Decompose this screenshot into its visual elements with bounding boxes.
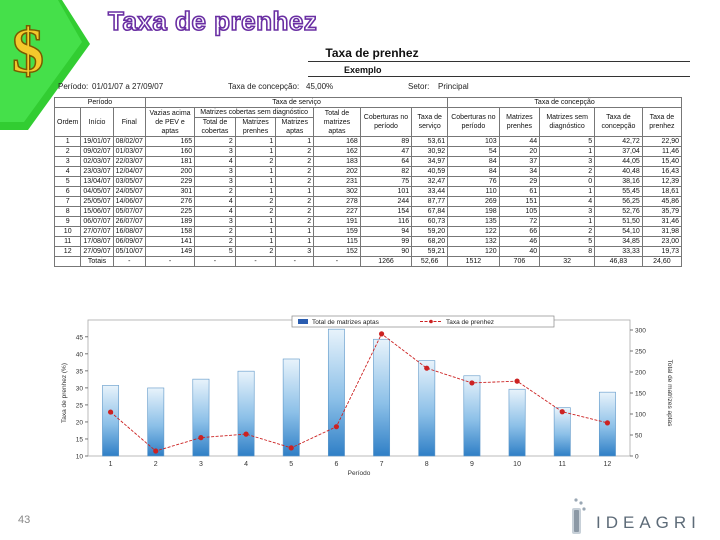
table-cell: 40 bbox=[499, 247, 540, 257]
table-cell: - bbox=[314, 257, 361, 267]
table-cell: 3 bbox=[540, 207, 595, 217]
x-tick-label: 12 bbox=[603, 461, 612, 468]
table-cell: 183 bbox=[314, 157, 361, 167]
table-cell: 31,46 bbox=[642, 217, 681, 227]
table-cell: 2 bbox=[55, 147, 81, 157]
slide-title: Taxa de prenhez bbox=[108, 6, 318, 36]
table-cell: 05/10/07 bbox=[113, 247, 145, 257]
chart bbox=[54, 44, 690, 484]
table-cell: 17/08/07 bbox=[81, 237, 113, 247]
report bbox=[54, 44, 690, 484]
table-cell: 02/03/07 bbox=[81, 157, 113, 167]
line-point bbox=[605, 420, 610, 425]
table-cell: 1512 bbox=[448, 257, 499, 267]
table-cell: 40,48 bbox=[595, 167, 643, 177]
line-point bbox=[153, 448, 158, 453]
legend-label: Total de matrizes aptas bbox=[312, 319, 379, 326]
y-tick-label-right: 200 bbox=[635, 369, 646, 377]
table-cell: 0 bbox=[540, 177, 595, 187]
table-cell: 229 bbox=[145, 177, 194, 187]
table-cell: 52,66 bbox=[412, 257, 448, 267]
table-cell: 3 bbox=[540, 157, 595, 167]
table-cell: 34,85 bbox=[595, 237, 643, 247]
table-cell: 67,84 bbox=[412, 207, 448, 217]
line-point bbox=[289, 445, 294, 450]
setor-value: Principal bbox=[438, 82, 469, 91]
bar bbox=[193, 379, 209, 456]
table-cell: 37 bbox=[499, 157, 540, 167]
legend-label: Taxa de prenhez bbox=[446, 319, 495, 326]
table-cell: 35,79 bbox=[642, 207, 681, 217]
table-cell: 87,77 bbox=[412, 197, 448, 207]
table-cell: 3 bbox=[195, 147, 236, 157]
line-point bbox=[560, 409, 565, 414]
table-cell: 2 bbox=[276, 177, 314, 187]
table-cell: 1 bbox=[540, 217, 595, 227]
col-matrizes-prenhes: Matrizes prenhes bbox=[235, 118, 276, 137]
table-cell: 34,97 bbox=[412, 157, 448, 167]
line-point bbox=[108, 409, 113, 414]
table-cell: 2 bbox=[276, 217, 314, 227]
table-cell: 72 bbox=[499, 217, 540, 227]
table-cell: 04/05/07 bbox=[81, 187, 113, 197]
table-cell: 1 bbox=[235, 147, 276, 157]
table-cell: 122 bbox=[448, 227, 499, 237]
group-periodo: Período bbox=[55, 98, 146, 108]
table-cell: 103 bbox=[448, 137, 499, 147]
line-point bbox=[469, 380, 474, 385]
x-tick-label: 11 bbox=[558, 461, 566, 468]
y-axis-label-left: Taxa de prenhez (%) bbox=[61, 363, 68, 423]
table-cell: 1 bbox=[276, 227, 314, 237]
table-cell: 1 bbox=[276, 137, 314, 147]
table-cell: 44,05 bbox=[595, 157, 643, 167]
x-axis-label: Período bbox=[347, 470, 371, 477]
table-cell: 1 bbox=[235, 167, 276, 177]
table-cell: 54,10 bbox=[595, 227, 643, 237]
table-cell: 26/07/07 bbox=[113, 217, 145, 227]
table-cell: 1 bbox=[235, 187, 276, 197]
table-cell: 105 bbox=[499, 207, 540, 217]
table-cell: 30,92 bbox=[412, 147, 448, 157]
x-tick-label: 7 bbox=[379, 461, 384, 468]
table-cell: Totais bbox=[81, 257, 113, 267]
table-cell: 149 bbox=[145, 247, 194, 257]
table-cell: 23,00 bbox=[642, 237, 681, 247]
bar bbox=[464, 376, 480, 456]
table-cell: 12 bbox=[55, 247, 81, 257]
table-cell: 64 bbox=[360, 157, 411, 167]
col-taxa-concepcao: Taxa de concepção bbox=[595, 108, 643, 137]
periodo-value: 01/01/07 a 27/09/07 bbox=[92, 82, 164, 91]
table-cell: 154 bbox=[360, 207, 411, 217]
table-cell: 152 bbox=[314, 247, 361, 257]
table-cell: 37,04 bbox=[595, 147, 643, 157]
x-tick-label: 8 bbox=[424, 461, 429, 468]
table-cell: 2 bbox=[540, 227, 595, 237]
table-cell: 75 bbox=[360, 177, 411, 187]
col-total-matrizes-aptas: Total de matrizes aptas bbox=[314, 108, 361, 137]
table-cell: 2 bbox=[195, 187, 236, 197]
table-cell: 1 bbox=[235, 217, 276, 227]
table-cell: 181 bbox=[145, 157, 194, 167]
table-cell: 165 bbox=[145, 137, 194, 147]
table-cell: 01/03/07 bbox=[113, 147, 145, 157]
table-cell: 2 bbox=[276, 167, 314, 177]
table-cell: 11 bbox=[55, 237, 81, 247]
table-cell: 1 bbox=[540, 147, 595, 157]
plot-area bbox=[88, 320, 630, 456]
table-cell: 24,60 bbox=[642, 257, 681, 267]
svg-text:$: $ bbox=[12, 15, 44, 86]
y-tick-label-right: 150 bbox=[635, 390, 646, 398]
table-cell: 27/07/07 bbox=[81, 227, 113, 237]
table-cell: 03/05/07 bbox=[113, 177, 145, 187]
legend-swatch-bar bbox=[298, 319, 308, 324]
table-cell: 15,40 bbox=[642, 157, 681, 167]
bar bbox=[373, 339, 389, 456]
table-cell: 8 bbox=[55, 207, 81, 217]
table-cell: 1 bbox=[235, 237, 276, 247]
taxa-concepcao-value: 45,00% bbox=[306, 82, 334, 91]
taxa-concepcao-label: Taxa de concepção: bbox=[228, 82, 300, 91]
table-cell: 302 bbox=[314, 187, 361, 197]
col-taxa-prenhez: Taxa de prenhez bbox=[642, 108, 681, 137]
table-cell: 89 bbox=[360, 137, 411, 147]
table-cell: 278 bbox=[314, 197, 361, 207]
table-cell: 269 bbox=[448, 197, 499, 207]
table-cell: 168 bbox=[314, 137, 361, 147]
table-cell: 4 bbox=[195, 207, 236, 217]
y-tick-label-right: 250 bbox=[635, 348, 646, 356]
table-cell: 244 bbox=[360, 197, 411, 207]
table-cell: 2 bbox=[195, 237, 236, 247]
col-matrizes-sem-diag: Matrizes sem diagnóstico bbox=[540, 108, 595, 137]
report-title: Taxa de prenhez bbox=[325, 46, 419, 60]
table-cell: 76 bbox=[448, 177, 499, 187]
y-tick-label-left: 35 bbox=[75, 368, 83, 376]
bar bbox=[238, 371, 254, 456]
y-tick-label-left: 15 bbox=[75, 436, 83, 444]
table-cell: 18,61 bbox=[642, 187, 681, 197]
table-cell: 135 bbox=[448, 217, 499, 227]
table-cell: 2 bbox=[195, 227, 236, 237]
table-cell: 2 bbox=[235, 207, 276, 217]
bar bbox=[419, 361, 435, 456]
table-cell: 189 bbox=[145, 217, 194, 227]
table-cell: 2 bbox=[276, 147, 314, 157]
table-cell: 45,86 bbox=[642, 197, 681, 207]
table-cell: 82 bbox=[360, 167, 411, 177]
table-cell: 32 bbox=[540, 257, 595, 267]
table-cell: 2 bbox=[276, 197, 314, 207]
x-tick-label: 5 bbox=[289, 461, 294, 468]
col-matrizes-prenhes-2: Matrizes prenhes bbox=[499, 108, 540, 137]
table-cell: 116 bbox=[360, 217, 411, 227]
table-cell: 3 bbox=[55, 157, 81, 167]
table-cell: 33,44 bbox=[412, 187, 448, 197]
table-cell: 44 bbox=[499, 137, 540, 147]
table-cell: 159 bbox=[314, 227, 361, 237]
table-cell: 54 bbox=[448, 147, 499, 157]
x-tick-label: 4 bbox=[244, 461, 249, 468]
table-cell: 53,61 bbox=[412, 137, 448, 147]
line-point bbox=[379, 331, 384, 336]
table-cell: 141 bbox=[145, 237, 194, 247]
table-cell: 198 bbox=[448, 207, 499, 217]
table-cell: 84 bbox=[448, 157, 499, 167]
table-cell: 46,83 bbox=[595, 257, 643, 267]
table-cell: 27/09/07 bbox=[81, 247, 113, 257]
periodo-label: Período: bbox=[58, 82, 89, 91]
table-cell: 33,33 bbox=[595, 247, 643, 257]
table-cell: 2 bbox=[276, 157, 314, 167]
bar bbox=[102, 385, 118, 456]
table-cell: 1 bbox=[276, 237, 314, 247]
line-point bbox=[198, 435, 203, 440]
table-cell: 2 bbox=[235, 157, 276, 167]
table-cell: 59,21 bbox=[412, 247, 448, 257]
table-cell: 3 bbox=[195, 177, 236, 187]
col-total-cobertas: Total de cobertas bbox=[195, 118, 236, 137]
table-cell: 22/03/07 bbox=[113, 157, 145, 167]
page-number: 43 bbox=[18, 514, 31, 526]
col-coberturas: Coberturas no período bbox=[360, 108, 411, 137]
table-cell: 31,98 bbox=[642, 227, 681, 237]
table-cell: 162 bbox=[314, 147, 361, 157]
table-cell: 101 bbox=[360, 187, 411, 197]
col-final: Final bbox=[113, 108, 145, 137]
table-cell: 42,72 bbox=[595, 137, 643, 147]
col-inicio: Início bbox=[81, 108, 113, 137]
table-cell: 3 bbox=[276, 247, 314, 257]
table-cell: 47 bbox=[360, 147, 411, 157]
table-cell: 46 bbox=[499, 237, 540, 247]
line-point bbox=[514, 379, 519, 384]
y-tick-label-left: 10 bbox=[75, 453, 83, 461]
table-cell: 25/05/07 bbox=[81, 197, 113, 207]
table-cell: 158 bbox=[145, 227, 194, 237]
table-cell: 2 bbox=[540, 167, 595, 177]
table-cell: 38,16 bbox=[595, 177, 643, 187]
table-cell: 19/01/07 bbox=[81, 137, 113, 147]
table-cell: 2 bbox=[276, 207, 314, 217]
col-coberturas-2: Coberturas no período bbox=[448, 108, 499, 137]
table-cell: - bbox=[113, 257, 145, 267]
bar bbox=[328, 329, 344, 456]
y-tick-label-left: 20 bbox=[75, 419, 83, 427]
table-cell: 301 bbox=[145, 187, 194, 197]
table-cell: 09/02/07 bbox=[81, 147, 113, 157]
col-matrizes-aptas: Matrizes aptas bbox=[276, 118, 314, 137]
table-cell: 06/07/07 bbox=[81, 217, 113, 227]
table-cell: 84 bbox=[448, 167, 499, 177]
y-axis-label-right: Total de matrizes aptas bbox=[666, 359, 673, 427]
table-cell: 227 bbox=[314, 207, 361, 217]
y-tick-label-right: 0 bbox=[635, 453, 639, 461]
col-taxa-servico: Taxa de serviço bbox=[412, 108, 448, 137]
table-cell: - bbox=[235, 257, 276, 267]
table-cell: 60,73 bbox=[412, 217, 448, 227]
table-cell: 7 bbox=[55, 197, 81, 207]
table-cell: 52,76 bbox=[595, 207, 643, 217]
x-tick-label: 2 bbox=[153, 461, 158, 468]
table-cell: 276 bbox=[145, 197, 194, 207]
table-cell: 1 bbox=[235, 177, 276, 187]
table-cell: 1 bbox=[276, 187, 314, 197]
table-cell: 5 bbox=[540, 137, 595, 147]
table-cell: 8 bbox=[540, 247, 595, 257]
table-cell: 2 bbox=[235, 197, 276, 207]
table-cell: 32,47 bbox=[412, 177, 448, 187]
line-point bbox=[334, 424, 339, 429]
group-concepcao: Taxa de concepção bbox=[448, 98, 682, 108]
table-cell: 40,59 bbox=[412, 167, 448, 177]
y-tick-label-left: 25 bbox=[75, 402, 83, 410]
y-tick-label-left: 40 bbox=[75, 351, 83, 359]
table-cell: 14/06/07 bbox=[113, 197, 145, 207]
group-matrizes-cobertas: Matrizes cobertas sem diagnóstico bbox=[195, 108, 314, 118]
table-cell: 1 bbox=[540, 187, 595, 197]
y-tick-label-left: 30 bbox=[75, 385, 83, 393]
table-cell: 34 bbox=[499, 167, 540, 177]
table-cell: 2 bbox=[235, 247, 276, 257]
table-cell: 99 bbox=[360, 237, 411, 247]
table-cell: 29 bbox=[499, 177, 540, 187]
x-tick-label: 9 bbox=[469, 461, 474, 468]
table-cell: 24/05/07 bbox=[113, 187, 145, 197]
x-tick-label: 1 bbox=[108, 461, 113, 468]
table-cell: 151 bbox=[499, 197, 540, 207]
x-tick-label: 3 bbox=[198, 461, 203, 468]
legend-swatch-point bbox=[429, 320, 433, 324]
table-cell: 13/04/07 bbox=[81, 177, 113, 187]
logo-text: IDEAGRI bbox=[596, 513, 701, 532]
table-cell: 200 bbox=[145, 167, 194, 177]
y-tick-label-right: 50 bbox=[635, 432, 643, 440]
table-cell: 90 bbox=[360, 247, 411, 257]
table-cell: 3 bbox=[195, 167, 236, 177]
table-cell: 61 bbox=[499, 187, 540, 197]
table-cell: 191 bbox=[314, 217, 361, 227]
ideagri-logo bbox=[566, 494, 716, 538]
table-cell: 15/06/07 bbox=[81, 207, 113, 217]
table-cell: 4 bbox=[195, 157, 236, 167]
table-cell: 10 bbox=[55, 227, 81, 237]
table-cell: 20 bbox=[499, 147, 540, 157]
bar bbox=[509, 389, 525, 456]
table-cell: 3 bbox=[195, 217, 236, 227]
table-cell: 1 bbox=[55, 137, 81, 147]
table-cell: 19,73 bbox=[642, 247, 681, 257]
table-cell: 110 bbox=[448, 187, 499, 197]
table-cell: 55,45 bbox=[595, 187, 643, 197]
table-cell: 6 bbox=[55, 187, 81, 197]
table-cell: - bbox=[145, 257, 194, 267]
y-tick-label-right: 300 bbox=[635, 327, 646, 335]
table-cell: 1266 bbox=[360, 257, 411, 267]
table-cell: 4 bbox=[195, 197, 236, 207]
table-cell: 231 bbox=[314, 177, 361, 187]
col-ordem: Ordem bbox=[55, 108, 81, 137]
table-cell: 08/02/07 bbox=[113, 137, 145, 147]
table-cell: 225 bbox=[145, 207, 194, 217]
table-cell: 202 bbox=[314, 167, 361, 177]
table-cell: 16,43 bbox=[642, 167, 681, 177]
y-tick-label-left: 45 bbox=[75, 334, 83, 342]
table-cell: 4 bbox=[55, 167, 81, 177]
table-cell: 5 bbox=[195, 247, 236, 257]
table-cell: 9 bbox=[55, 217, 81, 227]
setor-label: Setor: bbox=[408, 82, 430, 91]
line-point bbox=[424, 366, 429, 371]
table-cell: 51,50 bbox=[595, 217, 643, 227]
group-servico: Taxa de serviço bbox=[145, 98, 447, 108]
table-cell: 1 bbox=[235, 137, 276, 147]
table-cell: 23/03/07 bbox=[81, 167, 113, 177]
table-cell: 11,46 bbox=[642, 147, 681, 157]
table-cell: 59,20 bbox=[412, 227, 448, 237]
table-cell: 68,20 bbox=[412, 237, 448, 247]
table-cell: 16/08/07 bbox=[113, 227, 145, 237]
table-cell: 706 bbox=[499, 257, 540, 267]
ideagri-logo-icon bbox=[572, 498, 586, 534]
table-cell: 66 bbox=[499, 227, 540, 237]
table-cell: 94 bbox=[360, 227, 411, 237]
bar bbox=[554, 408, 570, 456]
table-cell: 12/04/07 bbox=[113, 167, 145, 177]
y-tick-label-right: 100 bbox=[635, 411, 646, 419]
table-cell: 5 bbox=[55, 177, 81, 187]
table-cell: - bbox=[276, 257, 314, 267]
x-tick-label: 6 bbox=[334, 461, 339, 468]
table-cell: 56,25 bbox=[595, 197, 643, 207]
bar bbox=[283, 359, 299, 456]
table-cell: 06/09/07 bbox=[113, 237, 145, 247]
report-subtitle: Exemplo bbox=[344, 65, 382, 75]
table-cell: 4 bbox=[540, 197, 595, 207]
table-cell: 1 bbox=[235, 227, 276, 237]
table-cell: 160 bbox=[145, 147, 194, 157]
table-cell: 05/07/07 bbox=[113, 207, 145, 217]
col-vazias: Vazias acima de PEV e aptas bbox=[145, 108, 194, 137]
table-cell: 2 bbox=[195, 137, 236, 147]
table-cell: 5 bbox=[540, 237, 595, 247]
table-cell: 115 bbox=[314, 237, 361, 247]
x-tick-label: 10 bbox=[513, 461, 521, 468]
table-cell: 22,90 bbox=[642, 137, 681, 147]
table-cell: 132 bbox=[448, 237, 499, 247]
line-point bbox=[243, 432, 248, 437]
table-cell: 12,39 bbox=[642, 177, 681, 187]
table-cell: - bbox=[195, 257, 236, 267]
table-cell: 120 bbox=[448, 247, 499, 257]
